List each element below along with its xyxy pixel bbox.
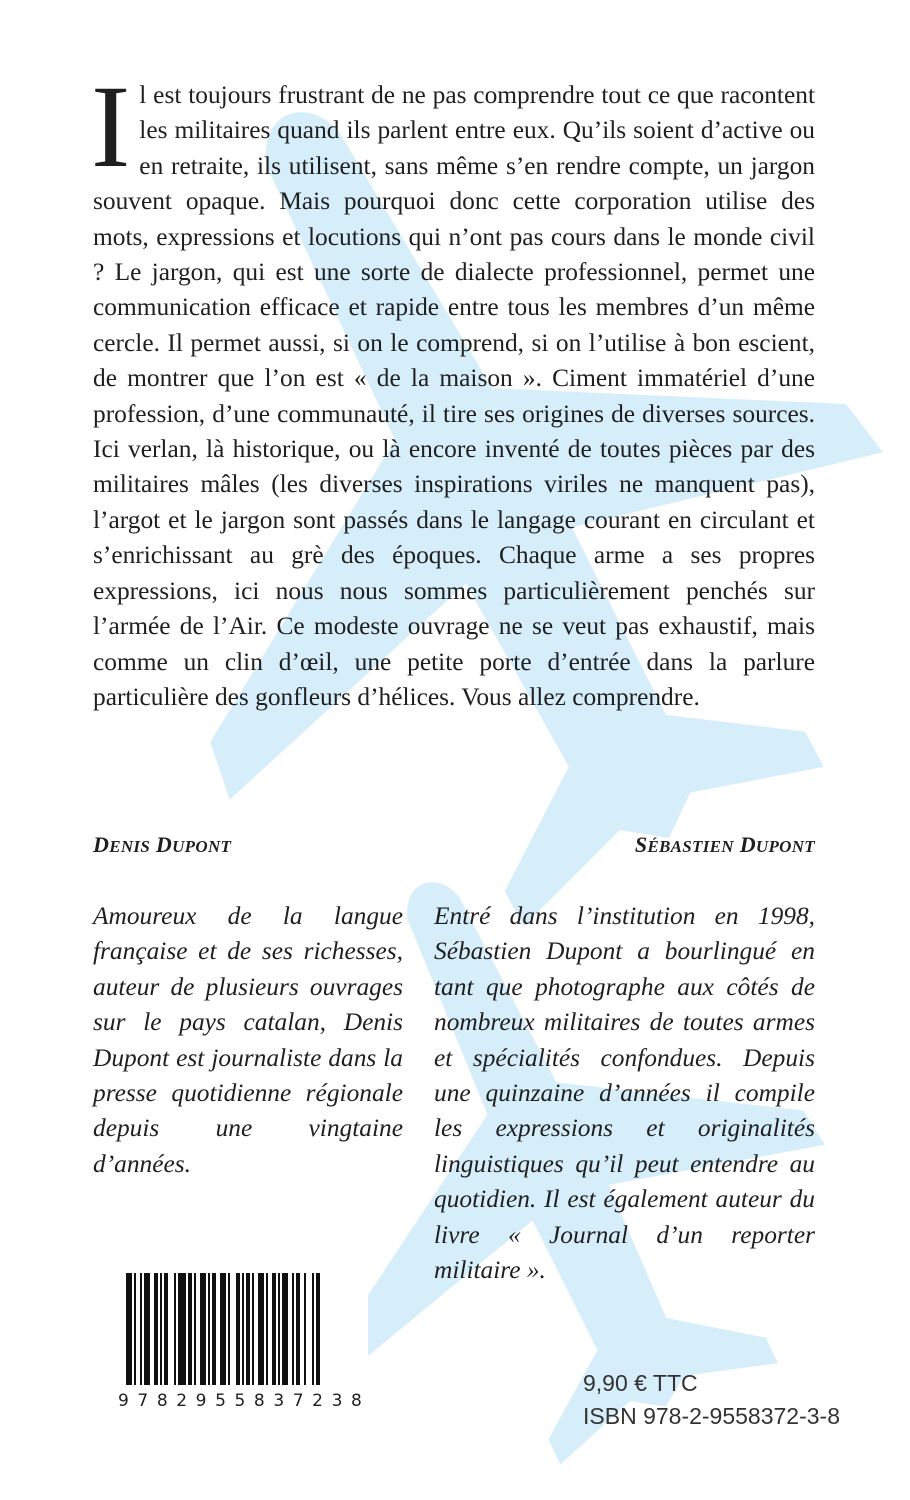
barcode-bar bbox=[242, 1273, 244, 1385]
barcode-bar bbox=[258, 1273, 264, 1385]
barcode-bar bbox=[304, 1273, 306, 1385]
back-cover-blurb bbox=[91, 61, 815, 715]
barcode-bar bbox=[236, 1273, 240, 1385]
price-and-isbn bbox=[583, 1367, 840, 1433]
barcode-bar bbox=[188, 1273, 192, 1385]
barcode-bar bbox=[316, 1273, 320, 1385]
barcode-bar bbox=[164, 1273, 168, 1385]
author-name-left: DENIS DUPONT bbox=[93, 832, 232, 857]
barcode-bar bbox=[208, 1273, 210, 1385]
barcode-bar bbox=[154, 1273, 158, 1385]
barcode-bar bbox=[278, 1273, 280, 1385]
barcode-bar bbox=[160, 1273, 162, 1385]
author-bio-left: Amoureux de la langue française et de ses richesses, auteur de plusieurs ouvrages sur le pays catalan, Denis Dupont est journaliste dans la presse quotidienne régionale depuis une vingtaine d’années. bbox=[93, 902, 403, 1178]
barcode-bar bbox=[144, 1273, 150, 1385]
isbn-label: ISBN 978-2-9558372-3-8 bbox=[583, 1403, 840, 1429]
barcode-bar bbox=[194, 1273, 196, 1385]
barcode-bar bbox=[212, 1273, 216, 1385]
barcode-digits: 9782955837238 bbox=[118, 1391, 371, 1411]
barcode-bar bbox=[292, 1273, 294, 1385]
barcode-bars bbox=[118, 1265, 368, 1390]
author-bio-right: Entré dans l’institution en 1998, Sébastien Dupont a bourlingué en tant que photographe aux côtés de nombreux militaires de toutes armes et spécialités confondues. Depuis une quinzaine d’années il compile les expressions et originalités linguistiques qu’il peut entendre au quotidien. Il est également auteur du livre « Journal d’un reporter militaire ». bbox=[434, 902, 815, 1285]
barcode-bar bbox=[220, 1273, 226, 1385]
barcode-bar bbox=[228, 1273, 230, 1385]
price-label: 9,90 € TTC bbox=[583, 1370, 698, 1396]
isbn-barcode bbox=[118, 1265, 371, 1425]
barcode-bar bbox=[252, 1273, 254, 1385]
barcode-bar bbox=[272, 1273, 276, 1385]
barcode-bar bbox=[200, 1273, 206, 1385]
drop-cap: I bbox=[91, 61, 131, 192]
barcode-bar bbox=[282, 1273, 288, 1385]
barcode-bar bbox=[174, 1273, 176, 1385]
blurb-text: l est toujours frustrant de ne pas comprendre tout ce que racontent les militaires quand ils parlent entre eux. Qu’ils soient d’active ou en retraite, ils utilisent, sans même s’en rendre compte, un jargon souvent opaque. Mais pourquoi donc cette corporation utilise des mots, expressions et locutions qui n’ont pas cours dans le monde civil ? Le jargon, qui est une sorte de dialecte professionnel, permet une communication efficace et rapide entre tous les membres d’un même cercle. Il permet aussi, si on le comprend, si on l’utilise à bon escient, de montrer que l’on est « de la maison ». Ciment immatériel d’une profession, d’une communauté, il tire ses origines de diverses sources. Ici verlan, là historique, ou là encore inventé de toutes pièces par des militaires mâles (les diverses inspirations viriles ne manquent pas), l’argot et le jargon sont passés dans le langage courant en circulant et s’enrichissant au grè des époques. Chaque arme a ses propres expressions, ici nous nous sommes particulièrement penchés sur l’armée de l’Air. Ce modeste ouvrage ne se veut pas exhaustif, mais comme un clin d’œil, une petite porte d’entrée dans la parlure particulière des gonfleurs d’hélices. Vous allez comprendre. bbox=[93, 81, 815, 711]
barcode-bar bbox=[178, 1273, 186, 1385]
barcode-bar bbox=[134, 1273, 136, 1385]
barcode-bar bbox=[140, 1273, 142, 1385]
barcode-bar bbox=[126, 1273, 132, 1385]
barcode-bar bbox=[246, 1273, 250, 1385]
barcode-bar bbox=[266, 1273, 268, 1385]
barcode-bar bbox=[296, 1273, 300, 1385]
author-name-right: SÉBASTIEN DUPONT bbox=[634, 832, 815, 857]
barcode-bar bbox=[312, 1273, 314, 1385]
